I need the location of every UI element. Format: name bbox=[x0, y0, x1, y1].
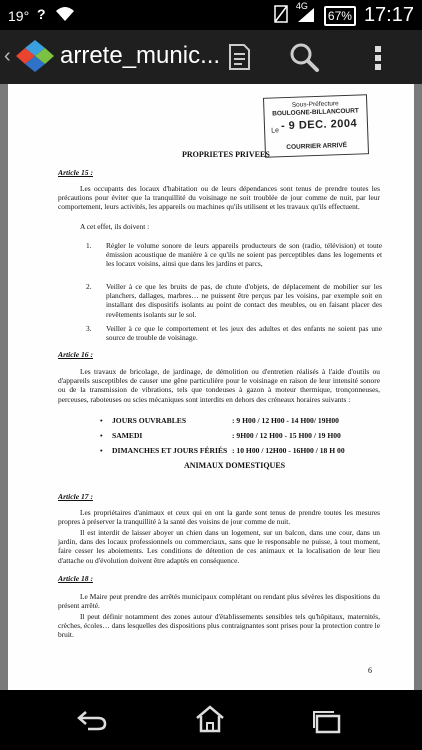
clock: 17:17 bbox=[363, 4, 414, 26]
signal-icon bbox=[295, 1, 316, 26]
bullet-icon: • bbox=[100, 431, 103, 440]
battery-level: 67% bbox=[327, 8, 352, 23]
schedule-hours: : 9 H00 / 12 H00 - 14 H00/ 19H00 bbox=[232, 416, 339, 425]
stamp-le: Le bbox=[271, 127, 280, 135]
document-title: arrete_munic... bbox=[60, 42, 221, 69]
page-number: 6 bbox=[368, 666, 372, 675]
item-2-text: Veiller à ce que les bruits de pas, de chute d'objets, de déplacement de mobilier sur les planchers, dallages, marbres… ne puissent être perçus par les voisins, par exemple soit en installant des dispositifs isolants au point de contact des meubles, ou en faisant placer des revêtements isolants sur le sol. bbox=[106, 282, 382, 319]
item-3-number: 3. bbox=[86, 324, 92, 333]
app-logo-icon[interactable] bbox=[16, 39, 54, 75]
schedule-label: JOURS OUVRABLES bbox=[112, 416, 187, 425]
stamp-line1: Sous-Préfecture bbox=[291, 100, 339, 109]
help-icon bbox=[35, 6, 49, 25]
document-page bbox=[8, 84, 414, 690]
article-16-text: Les travaux de bricolage, de jardinage, de démolition ou d'entretien réalisés à l'aide d'outils ou d'appareils susceptibles de causer une gêne particulière pour le voisinage en raison de leur intensité sonore ou de la transmission de vibrations, tels que tondeuses à gazon à moteur thermique, tronçonneuses, perceuses, raboteuses ou scies mécaniques sont interdits en dehors des créneaux horaires suivants : bbox=[58, 367, 380, 404]
item-3-text: Veiller à ce que le comportement et les jeux des adultes et des enfants ne soient pas une source de trouble de voisinage. bbox=[106, 324, 382, 343]
item-1-number: 1. bbox=[86, 241, 92, 250]
item-1-text: Régler le volume sonore de leurs appareils producteurs de son (radio, télévision) et toute émission acoustique de manière à ce qu'ils ne soient pas perceptibles dans les logements et les locaux voisins, ainsi que dans les jardins et parcs, bbox=[106, 241, 382, 269]
schedule-hours: : 9H00 / 12 H00 - 15 H00 / 19 H00 bbox=[232, 431, 341, 440]
battery-icon bbox=[324, 6, 356, 26]
item-2-number: 2. bbox=[86, 282, 92, 291]
stamp-line3: COURRIER ARRIVÉ bbox=[286, 141, 348, 152]
schedule-label: SAMEDI bbox=[112, 431, 143, 440]
schedule-hours: : 10 H00 / 12H00 - 16H00 / 18 H 00 bbox=[232, 446, 345, 455]
stamp-date: - 9 DEC. 2004 bbox=[280, 117, 358, 133]
article-17-text-b: Il est interdit de laisser aboyer un chien dans un logement, sur un balcon, dans une cour, dans un jardin, dans des locaux professionnels ou commerciaux, sans que le responsable ne puisse, à tout moment, faire cesser les aboiements. Les conditions de détention de ces animaux et la localisation de leur lieu d'attache ou d'évolution doivent être adaptés en conséquence. bbox=[58, 528, 380, 565]
home-icon[interactable] bbox=[194, 704, 226, 734]
bullet-icon: • bbox=[100, 416, 103, 425]
recents-icon[interactable] bbox=[312, 708, 342, 734]
schedule-row bbox=[100, 446, 345, 455]
navigation-bar bbox=[0, 690, 422, 750]
article-18-text-b: Il peut définir notamment des zones autour d'établissements sensibles tels qu'hôpitaux, maternités, crèches, écoles… dans lesquelles des dispositions plus contraignantes sont prises pour la protection contre le bruit. bbox=[58, 612, 380, 640]
notification-count: 19° bbox=[8, 7, 30, 24]
article-16-label: Article 16 : bbox=[58, 350, 94, 359]
no-sim-icon bbox=[274, 5, 288, 26]
heading-proprietes-privees: PROPRIETES PRIVEES bbox=[182, 150, 270, 159]
page-viewer[interactable] bbox=[0, 84, 422, 690]
search-icon[interactable] bbox=[288, 41, 320, 73]
a-cet-effet: A cet effet, ils doivent : bbox=[80, 222, 150, 231]
article-17-label: Article 17 : bbox=[58, 492, 94, 501]
article-15-label: Article 15 : bbox=[58, 168, 94, 177]
article-15-text: Les occupants des locaux d'habitation ou de leurs dépendances sont tenus de prendre toutes les précautions pour éviter que la tranquillité du voisinage ne soit troublée de jour comme de nuit, par leur comportement, leurs activités, les appareils ou machines qu'ils utilisent et les travaux qu'ils effectuent. bbox=[58, 184, 380, 212]
stamp-line2: BOULOGNE-BILLANCOURT bbox=[272, 107, 359, 118]
document-icon[interactable] bbox=[224, 42, 254, 72]
article-17-text-a: Les propriétaires d'animaux et ceux qui en ont la garde sont tenus de prendre toutes les mesures propres à préserver la tranquillité à la santé des voisins de jour comme de nuit. bbox=[58, 508, 380, 527]
svg-text:?: ? bbox=[37, 6, 46, 22]
back-icon[interactable] bbox=[76, 708, 108, 732]
status-bar bbox=[0, 0, 422, 30]
reception-stamp bbox=[263, 94, 369, 158]
bullet-icon: • bbox=[100, 446, 103, 455]
overflow-menu-icon[interactable] bbox=[372, 42, 384, 74]
schedule-label: DIMANCHES ET JOURS FÉRIÉS bbox=[112, 446, 228, 455]
status-right bbox=[274, 1, 414, 27]
article-18-text-a: Le Maire peut prendre des arrêtés municipaux complétant ou rendant plus sévères les dispositions du présent arrêté. bbox=[58, 592, 380, 611]
status-left bbox=[8, 6, 75, 25]
heading-animaux-domestiques: ANIMAUX DOMESTIQUES bbox=[184, 461, 286, 470]
schedule-row bbox=[100, 416, 339, 425]
back-caret-icon[interactable]: ‹ bbox=[4, 45, 11, 67]
app-bar bbox=[0, 30, 422, 84]
wifi-icon bbox=[55, 6, 75, 25]
network-type: 4G bbox=[295, 1, 308, 11]
article-18-label: Article 18 : bbox=[58, 574, 94, 583]
schedule-row bbox=[100, 431, 341, 440]
